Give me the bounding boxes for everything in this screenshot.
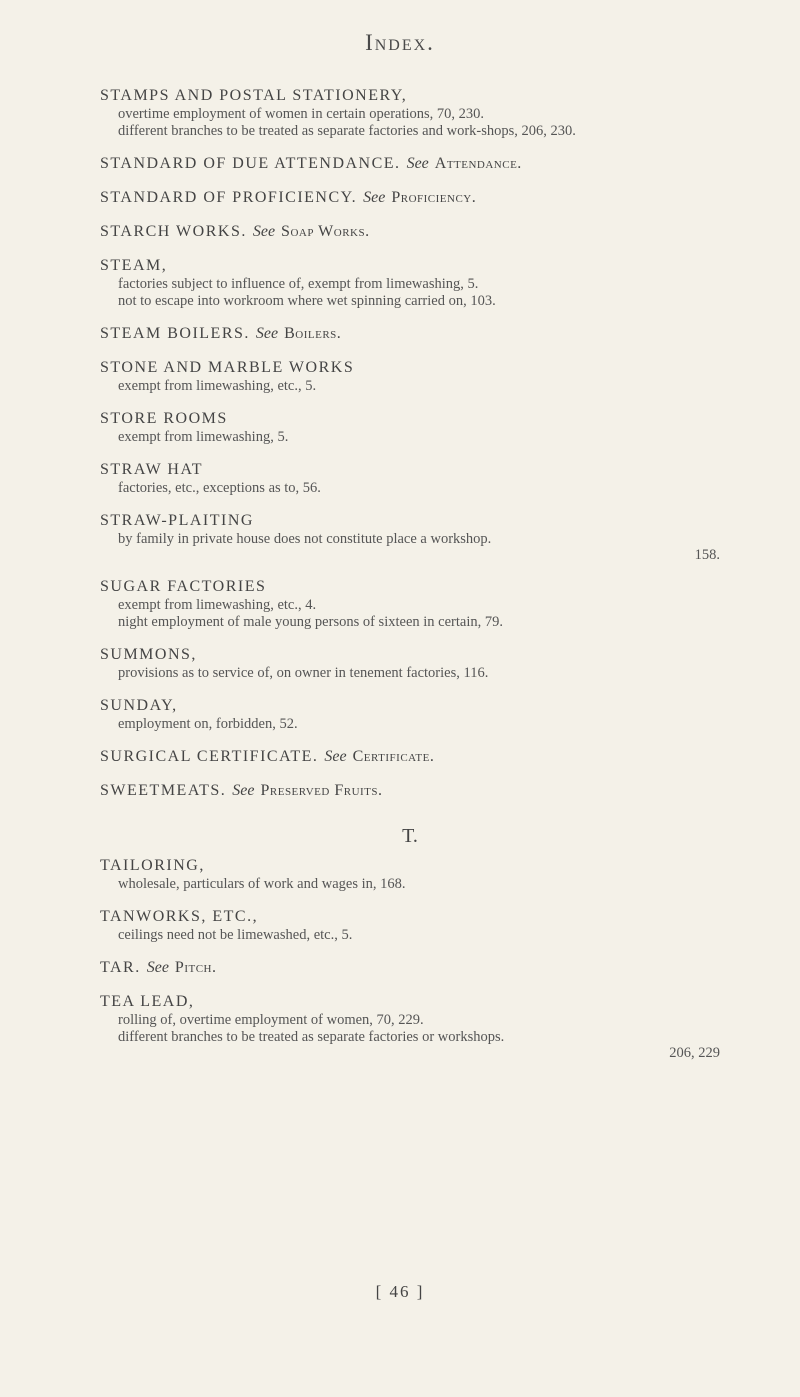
index-entry	[100, 781, 720, 801]
entry-heading-text: STANDARD OF PROFICIENCY.	[100, 189, 358, 206]
entry-heading	[100, 86, 720, 106]
entries-t	[100, 856, 720, 1061]
entry-heading-text: SUMMONS,	[100, 646, 197, 663]
index-entry	[100, 992, 720, 1061]
entry-heading-text: TAILORING,	[100, 857, 205, 874]
see-label: See	[255, 325, 279, 342]
entry-heading	[100, 696, 720, 716]
entry-heading	[100, 358, 720, 378]
entry-subline: ceilings need not be limewashed, etc., 5.	[118, 927, 353, 943]
entry-heading	[100, 256, 720, 276]
entry-subline: rolling of, overtime employment of women, 70, 229.	[118, 1012, 424, 1028]
index-entry	[100, 645, 720, 682]
index-entry	[100, 256, 720, 310]
index-entry	[100, 409, 720, 446]
entry-heading-text: STEAM BOILERS.	[100, 325, 250, 342]
see-label: See	[324, 748, 347, 765]
entry-heading	[100, 907, 720, 927]
entry-subline: different branches to be treated as separate factories or workshops.	[118, 1029, 505, 1045]
entry-subline: wholesale, particulars of work and wages in, 168.	[118, 876, 406, 892]
index-entry	[100, 511, 720, 563]
entry-heading	[100, 856, 720, 876]
index-entry	[100, 154, 720, 174]
entry-page-refs: 206, 229	[669, 1045, 720, 1061]
index-entries	[100, 86, 720, 1075]
entry-heading-text: STRAW HAT	[100, 461, 204, 478]
index-entry	[100, 358, 720, 395]
cross-reference: Certificate.	[352, 748, 435, 765]
entry-heading-text: STONE AND MARBLE WORKS	[100, 359, 355, 376]
index-entry	[100, 696, 720, 733]
entry-heading	[100, 958, 720, 978]
entry-heading-text: SUNDAY,	[100, 697, 178, 714]
entry-heading-text: STORE ROOMS	[100, 410, 228, 427]
entry-heading-text: TEA LEAD,	[100, 993, 195, 1010]
entry-heading	[100, 409, 720, 429]
cross-reference: Soap Works.	[281, 223, 370, 240]
entry-heading	[100, 992, 720, 1012]
entry-subline: exempt from limewashing, etc., 5.	[118, 378, 317, 394]
entry-heading	[100, 747, 720, 767]
entry-subline: exempt from limewashing, etc., 4.	[118, 597, 317, 613]
entry-heading-text: STANDARD OF DUE ATTENDANCE.	[100, 155, 401, 172]
entry-heading	[100, 222, 720, 242]
see-label: See	[146, 959, 169, 976]
page-number: [ 46 ]	[375, 1282, 425, 1301]
entry-heading	[100, 154, 720, 174]
entry-heading	[100, 511, 720, 531]
index-entry	[100, 856, 720, 893]
see-label: See	[406, 155, 429, 172]
cross-reference: Attendance.	[434, 155, 522, 172]
entry-heading-text: STEAM,	[100, 257, 168, 274]
index-entry	[100, 460, 720, 497]
entry-heading-text: SURGICAL CERTIFICATE.	[100, 748, 319, 765]
entry-subline: provisions as to service of, on owner in tenement factories, 116.	[118, 665, 489, 681]
entry-subline: different branches to be treated as separate factories and work-shops, 206, 230.	[118, 123, 576, 139]
entries-s	[100, 86, 720, 801]
entry-heading	[100, 460, 720, 480]
entry-heading-text: STRAW-PLAITING	[100, 512, 254, 529]
index-entry	[100, 188, 720, 208]
index-entry	[100, 324, 720, 344]
section-letter: T.	[402, 825, 418, 847]
entry-subline: factories subject to influence of, exempt from limewashing, 5.	[118, 276, 479, 292]
index-entry	[100, 747, 720, 767]
entry-heading	[100, 324, 720, 344]
entry-subline: exempt from limewashing, 5.	[118, 429, 289, 445]
entry-subline: not to escape into workroom where wet spinning carried on, 103.	[118, 293, 496, 309]
index-entry	[100, 222, 720, 242]
entry-subline: overtime employment of women in certain operations, 70, 230.	[118, 106, 485, 122]
index-entry	[100, 86, 720, 140]
cross-reference: Proficiency.	[391, 189, 477, 206]
index-entry	[100, 958, 720, 978]
entry-heading	[100, 645, 720, 665]
cross-reference: Pitch.	[174, 959, 217, 976]
entry-subline: night employment of male young persons of sixteen in certain, 79.	[118, 614, 503, 630]
see-label: See	[252, 223, 276, 240]
entry-heading	[100, 188, 720, 208]
entry-heading	[100, 577, 720, 597]
entry-subline: factories, etc., exceptions as to, 56.	[118, 480, 321, 496]
entry-heading-text: TAR.	[100, 959, 141, 976]
entry-heading-text: STARCH WORKS.	[100, 223, 247, 240]
see-label: See	[232, 782, 255, 799]
cross-reference: Boilers.	[284, 325, 342, 342]
entry-subline: employment on, forbidden, 52.	[118, 716, 298, 732]
see-label: See	[363, 189, 386, 206]
entry-heading-text: SWEETMEATS.	[100, 782, 227, 799]
entry-subline: by family in private house does not constitute place a workshop.	[118, 531, 492, 547]
page-header: Index.	[365, 30, 435, 55]
entry-heading-text: STAMPS AND POSTAL STATIONERY,	[100, 87, 408, 104]
entry-page-refs: 158.	[694, 547, 720, 563]
entry-heading-text: TANWORKS, ETC.,	[100, 908, 259, 925]
entry-heading-text: SUGAR FACTORIES	[100, 578, 267, 595]
index-entry	[100, 907, 720, 944]
index-entry	[100, 577, 720, 631]
cross-reference: Preserved Fruits.	[260, 782, 383, 799]
entry-heading	[100, 781, 720, 801]
